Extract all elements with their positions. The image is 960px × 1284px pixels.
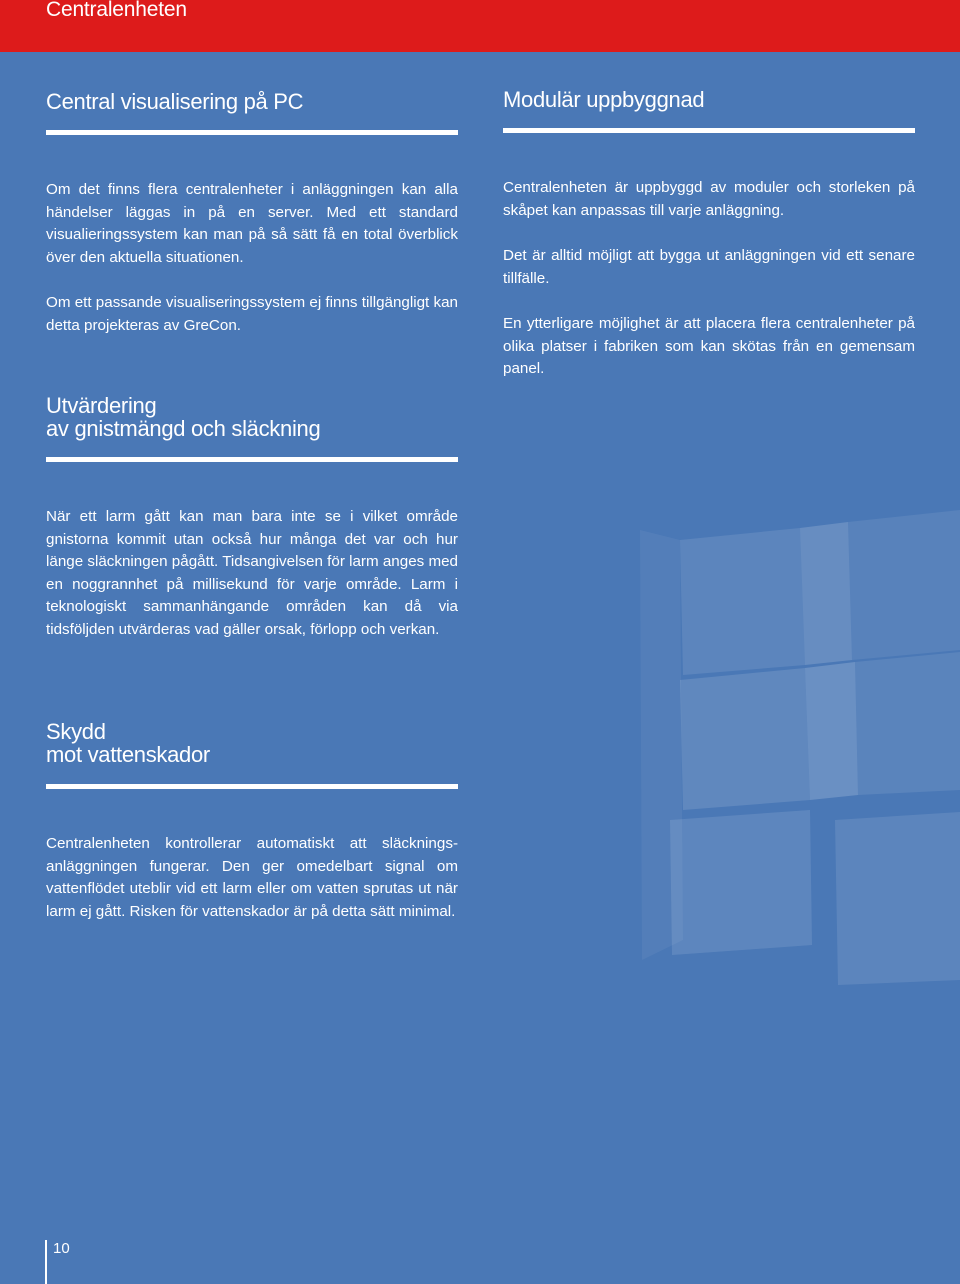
paragraph: Det är alltid möjligt att bygga ut anläggningen vid ett senare tillfälle. [503, 247, 915, 287]
page-number: 10 [53, 1240, 70, 1257]
heading-utvardering [46, 394, 320, 440]
heading-central-visualisering: Central visualisering på PC [46, 89, 304, 114]
heading-line: av gnistmängd och släckning [46, 416, 321, 441]
paragraph: Om ett passande visualiseringssystem ej finns tillgängligt kan detta projekteras av GreCon. [46, 294, 458, 334]
heading-modular: Modulär uppbyggnad [503, 87, 705, 112]
paragraph: En ytterligare möjlighet är att placera flera centralenheter på olika platser i fabriken som kan skötas från en gemensam panel. [503, 315, 915, 378]
heading-skydd [46, 720, 210, 766]
header-bar [0, 0, 960, 52]
heading-line: mot vattenskador [46, 742, 210, 767]
heading-line: Skydd [46, 719, 106, 744]
section-title: Centralenheten [46, 0, 187, 21]
heading-rule [503, 128, 915, 133]
heading-rule [46, 784, 458, 789]
heading-line: Utvärdering [46, 393, 157, 418]
heading-rule [46, 130, 458, 135]
heading-rule [46, 457, 458, 462]
paragraph: När ett larm gått kan man bara inte se i vilket område gnistorna kommit utan också hur många det var och hur länge släckningen pågått. Tidsangivelsen för larm anges med en noggrannhet på millisekund för varje område. Larm i teknologiskt sammanhängande områden kan då via tidsföljden utvärderas vad gäller orsak, förlopp och verkan. [46, 508, 458, 638]
page-marker [45, 1240, 47, 1284]
paragraph: Centralenheten är uppbyggd av moduler och storleken på skåpet kan anpassas till varje anläggning. [503, 179, 915, 219]
paragraph: Centralenheten kontrollerar automatiskt att släckningsanläggningen fungerar. Den ger omedelbart signal om vattenflödet uteblir vid ett larm eller om vatten sprutas ut när larm ej gått. Risken för vattenskador är på detta sätt minimal. [46, 835, 458, 920]
paragraph: Om det finns flera centralenheter i anläggningen kan alla händelser läggas in på en server. Med ett standard visualieringssystem kan man på så sätt få en total överblick över den aktuella situationen. [46, 181, 458, 266]
